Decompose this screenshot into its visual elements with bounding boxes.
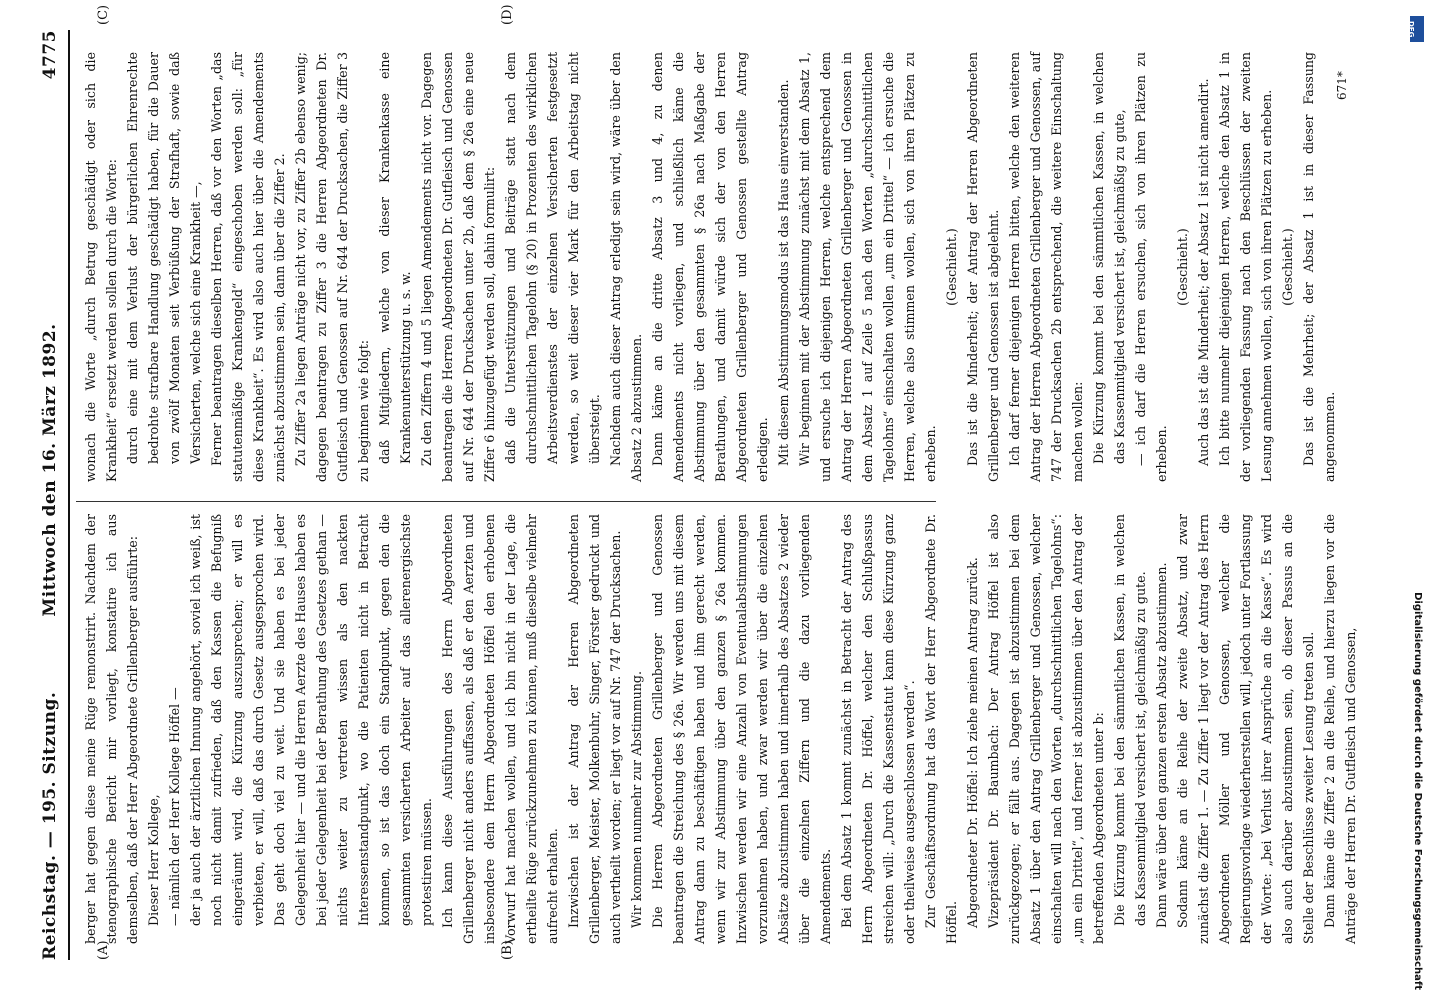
paragraph: Die Kürzung kommt bei den sämmtlichen Kassen, in welchen das Kassenmitglied versichert ist, gleichmäßig zu gute. <box>1112 514 1148 926</box>
paragraph: Ich kann diese Ausführungen des Herrn Abgeordneten Grillenberger nicht anders auffassen, als daß er den Aerzten und insbesondere dem Herrn Abgeordneten Höffel den erhobenen Vorwurf hat machen wollen, und ich bin nicht in der Lage, die ertheilte Rüge zurückzunehmen zu können, muß dieselbe vielmehr aufrecht erhalten. <box>440 514 560 944</box>
dfg-logo-badge: DFG <box>1410 16 1424 42</box>
paragraph: Dann wäre über den ganzen ersten Absatz abzustimmen. <box>1154 562 1169 928</box>
paragraph: Das ist die Mehrheit; der Absatz 1 ist in dieser Fassung angenommen. <box>1301 52 1337 482</box>
paragraph: Zu Ziffer 2a liegen Anträge nicht vor, zu Ziffer 2b ebenso wenig; dagegen beantragen zu Ziffer 3 die Herren Abgeordneten Dr. Gutfleisch und Genossen auf Nr. 644 der Drucksachen, die Ziffer 3 zu beginnen wie folgt: <box>293 52 371 482</box>
paragraph: Nachdem auch dieser Antrag erledigt sein wird, wäre über den Absatz 2 abzustimmen. <box>608 52 644 482</box>
paragraph: Dann käme die Ziffer 2 an die Reihe, und hierzu liegen vor die Anträge der Herren Dr. Gutfleisch und Genossen, <box>1322 514 1358 944</box>
page-number: 4775 <box>40 30 60 80</box>
margin-marker-c: (C) <box>96 4 111 25</box>
paragraph: (Geschieht.) <box>1175 228 1190 306</box>
dfg-credit-strip <box>1408 10 1426 990</box>
paragraph: Zu den Ziffern 4 und 5 liegen Amendements nicht vor. Dagegen beantragen die Herren Abgeordneten Dr. Gutfleisch und Genossen auf Nr. 644 der Drucksachen unter 2b, daß dem § 26a eine neue Ziffer 6 hinzugefügt werden soll, dahin formulirt: <box>419 52 497 482</box>
paragraph: (Geschieht.) <box>944 228 959 306</box>
paragraph: Wir kommen nunmehr zur Abstimmung. <box>629 671 644 928</box>
dfg-credit-text: Digitalisierung gefördert durch die Deutsche Forschungsgemeinschaft <box>1412 592 1423 990</box>
paragraph: Inzwischen ist der Antrag der Herren Abgeordneten Grillenberger, Meister, Molkenbuhr, Singer, Förster gedruckt und auch vertheilt worden; er liegt vor auf Nr. 747 der Drucksachen. <box>566 514 623 944</box>
paragraph: Wir beginnen mit der Abstimmung zunächst mit dem Absatz 1, und ersuche ich diejenigen Herren, welche entsprechend dem Antrag der Herren Abgeordneten Grillenberger und Genossen in dem Absatz 1 auf Zeile 5 nach den Worten „durchschnittlichen Tagelohns“ einschalten wollen „um ein Drittel“ — ich ersuche die Herren, welche also stimmen wollen, sich von ihren Plätzen zu erheben. <box>797 52 938 482</box>
paragraph: (Geschieht.) <box>1280 228 1295 306</box>
right-text-column <box>80 52 1337 482</box>
paragraph: Sodann käme an die Reihe der zweite Absatz, und zwar zunächst die Ziffer 1. — Zu Ziffer 1 liegt vor der Antrag des Herrn Abgeordneten Möller und Genossen, welcher die Regierungsvorlage wiederherstellen will, jedoch unter Fortlassung der Worte: „bei Verlust ihrer Ansprüche an die Kasse“. Es wird also auch darüber abzustimmen sein, ob dieser Passus an die Stelle der Beschlüsse zweiter Lesung treten soll. <box>1175 514 1316 944</box>
header-rule <box>68 30 70 960</box>
margin-marker-a: (A) <box>96 940 111 960</box>
header-left: Reichstag. — 195. Sitzung. <box>40 691 60 960</box>
paragraph: Mit diesem Abstimmungsmodus ist das Haus einverstanden. <box>776 79 791 466</box>
running-header <box>36 30 66 960</box>
paragraph: der ja auch der ärztlichen Innung angehört, soviel ich weiß, ist noch nicht damit zufrieden, daß den Kassen die Befugniß eingeräumt wird, die Kürzung auszusprechen; er will es verbieten, er will, daß das durch Gesetz ausgesprochen wird. Das geht doch viel zu weit. Und sie haben es bei jeder Gelegenheit hier — und die Herren Aerzte des Hauses haben es bei jeder Gelegenheit bei der Berathung des Gesetzes gethan — nichts weiter zu vertreten wissen als den nackten Interessenstandpunkt, wo die Patienten nicht in Betracht kommen, so ist das doch ein Standpunkt, gegen den die gesammten versicherten Arbeiter auf das allerenergischste protestiren müssen. <box>188 514 434 926</box>
printer-signature: 671* <box>1335 71 1349 100</box>
paragraph: Auch das ist die Minderheit; der Absatz 1 ist nicht amendirt. <box>1196 78 1211 466</box>
paragraph: daß Mitgliedern, welche von dieser Krankenkasse eine Krankenunterstützung u. s. w. <box>377 52 413 464</box>
paragraph: — nämlich der Herr Kollege Höffel — <box>167 687 182 926</box>
margin-marker-b: (B) <box>500 940 515 960</box>
paragraph: durch eine mit dem Verlust der bürgerlichen Ehrenrechte bedrohte strafbare Handlung geschädigt haben, für die Dauer von zwölf Monaten seit Verbüßung der Strafhaft, sowie daß Versicherten, welche sich eine Krankheit —, <box>125 52 203 464</box>
column-rule <box>76 501 936 502</box>
paragraph: Ich bitte nunmehr diejenigen Herren, welche den Absatz 1 in der vorliegenden Fassung nach den Beschlüssen der zweiten Lesung annehmen wollen, sich von ihren Plätzen zu erheben. <box>1217 52 1274 482</box>
paragraph: daß die Unterstützungen und Beiträge statt nach dem durchschnittlichen Tagelohn (§ 20) in Prozenten des wirklichen Arbeitsverdienstes der einzelnen Versicherten festgesetzt werden, so weit dieser vier Mark für den Arbeitstag nicht übersteigt. <box>503 52 602 464</box>
paragraph: Die Kürzung kommt bei den sämmtlichen Kassen, in welchen das Kassenmitglied versichert ist, gleichmäßig zu gute, <box>1091 52 1127 464</box>
paragraph: Das ist die Minderheit; der Antrag der Herren Abgeordneten Grillenberger und Genossen ist abgelehnt. <box>965 52 1001 482</box>
paragraph: Vizepräsident Dr. Baumbach: Der Antrag Höffel ist also zurückgezogen; er fällt aus. Dagegen ist abzustimmen bei dem Absatz 1 über den Antrag Grillenberger und Genossen, welcher einschalten will nach den Worten „durchschnittlichen Tagelohns“: „um ein Drittel“, und ferner ist abzustimmen über den Antrag der betreffenden Abgeordneten unter b: <box>986 514 1106 944</box>
paragraph: Dann käme an die dritte Absatz 3 und 4, zu denen Amendements nicht vorliegen, und schließlich käme die Abstimmung über den gesammten § 26a nach Maßgabe der Berathungen, und damit würde sich der von den Herren Abgeordneten Grillenberger und Genossen gestellte Antrag erledigen. <box>650 52 770 482</box>
paragraph: Abgeordneter Dr. Höffel: Ich ziehe meinen Antrag zurück. <box>965 557 980 928</box>
margin-marker-d: (D) <box>500 4 515 25</box>
paragraph: berger hat gegen diese meine Rüge remonstrirt. Nachdem der stenographische Bericht mir vorliegt, konstatire ich aus demselben, daß der Herr Abgeordnete Grillenberger ausführte: <box>83 514 140 944</box>
header-date: Mittwoch den 16. März 1892. <box>40 323 60 617</box>
paragraph: Ich darf ferner diejenigen Herren bitten, welche den weiteren Antrag der Herren Abgeordneten Grillenberger und Genossen, auf 747 der Drucksachen 2b entsprechend, die weitere Einschaltung machen wollen: <box>1007 52 1085 482</box>
paragraph: — ich darf die Herren ersuchen, sich von ihren Plätzen zu erheben. <box>1133 52 1169 482</box>
paragraph: Die Herren Abgeordneten Grillenberger und Genossen beantragen die Streichung des § 26a. Wir werden uns mit diesem Antrag dann zu beschäftigen haben und ihm gerecht werden, wenn wir zur Abstimmung über den ganzen § 26a kommen. Inzwischen werden wir eine Anzahl von Eventualabstimmungen vorzunehmen haben, und zwar werden wir über die einzelnen Absätze abzustimmen haben und innerhalb des Absatzes 2 wieder über die einzelnen Ziffern und die dazu vorliegenden Amendements. <box>650 514 833 944</box>
left-text-column <box>80 514 1358 944</box>
paragraph: Dieser Herr Kollege, <box>146 794 161 926</box>
paragraph: wonach die Worte „durch Betrug geschädigt oder sich die Krankheit“ ersetzt werden sollen durch die Worte: <box>83 52 119 482</box>
paragraph: Bei dem Absatz 1 kommt zunächst in Betracht der Antrag des Herrn Abgeordneten Dr. Höffel, welcher den Schlußpassus streichen will: „Durch die Kassenstatut kann diese Kürzung ganz oder theilweise ausgeschlossen werden“. <box>839 514 917 944</box>
paragraph: Zur Geschäftsordnung hat das Wort der Herr Abgeordnete Dr. Höffel. <box>923 514 959 944</box>
paragraph: Ferner beantragen dieselben Herren, daß vor den Worten „das statutenmäßige Krankengeld“ eingeschoben werden soll: „für diese Krankheit“. Es wird also auch hier über die Amendements zunächst abzustimmen sein, dann über die Ziffer 2. <box>209 52 287 482</box>
